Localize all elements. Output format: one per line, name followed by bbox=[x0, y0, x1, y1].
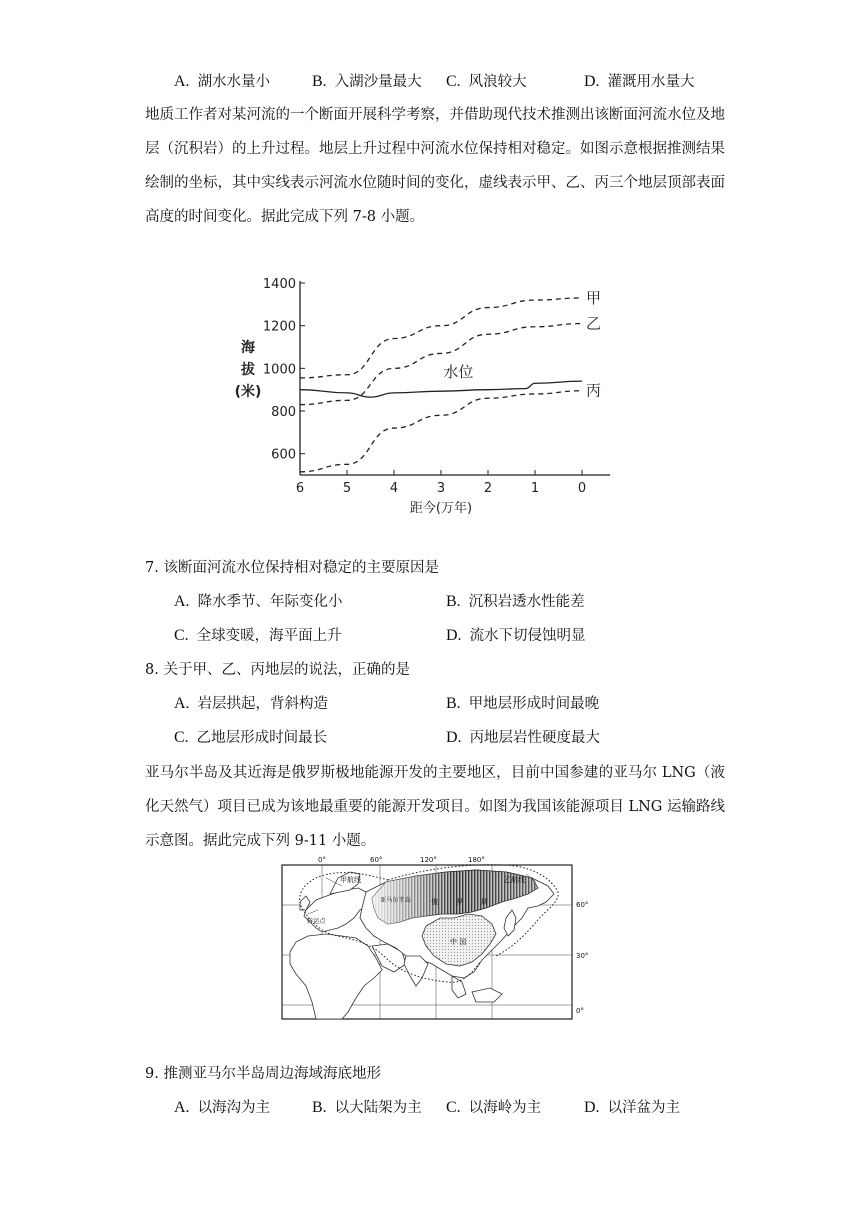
china-label: 中 国 bbox=[450, 938, 467, 946]
russia-label-3: 斯 bbox=[481, 898, 488, 906]
q8-option-a: A. 岩层拱起，背斜构造 bbox=[174, 695, 329, 712]
lat-30: 30° bbox=[576, 952, 589, 960]
transit-label: 转运点 bbox=[307, 918, 326, 925]
series-line-2 bbox=[300, 391, 582, 472]
series-line-3 bbox=[300, 381, 582, 397]
q7-stem: 7. 该断面河流水位保持相对稳定的主要原因是 bbox=[145, 560, 439, 576]
y-axis-label-char: 海 bbox=[241, 340, 255, 356]
russia-label-2: 罗 bbox=[456, 898, 463, 906]
route-a-label: 甲航线 bbox=[340, 876, 361, 884]
q9-option-a: A. 以海沟为主 bbox=[174, 1099, 271, 1116]
q8-option-b: B. 甲地层形成时间最晚 bbox=[446, 695, 600, 712]
lat-0: 0° bbox=[576, 1007, 584, 1015]
passage-river-section: 地质工作者对某河流的一个断面开展科学考察，并借助现代技术推测出该断面河流水位及地层（沉积岩）的上升过程。地层上升过程中河流水位保持相对稳定。如图示意根据推测结果绘制的坐标，其中实线表示河流水位随时间的变化，虚线表示甲、乙、丙三个地层顶部表面高度的时间变化。据此完成下列 7-8 小题。 bbox=[145, 107, 725, 225]
y-axis-label-char: 拔 bbox=[241, 362, 255, 378]
series-label-3: 水位 bbox=[443, 362, 474, 381]
series-label-2: 丙 bbox=[586, 381, 602, 400]
y-axis-label-char: (米) bbox=[234, 384, 262, 400]
q6-option-d: D. 灌溉用水量大 bbox=[584, 73, 695, 90]
lon-120: 120° bbox=[420, 856, 437, 864]
y-tick-label: 800 bbox=[271, 405, 296, 421]
q9-option-d: D. 以洋盆为主 bbox=[584, 1099, 681, 1116]
x-tick-label: 5 bbox=[342, 481, 352, 496]
lat-60: 60° bbox=[576, 901, 589, 909]
passage-yamal-lng: 亚马尔半岛及其近海是俄罗斯极地能源开发的主要地区，目前中国参建的亚马尔 LNG（液化天然气）项目已成为该地最重要的能源开发项目。如图为我国该能源项目 LNG 运输路线示意图。据此完成下列 9-11 小题。 bbox=[145, 765, 725, 849]
y-tick-label: 1200 bbox=[262, 319, 296, 335]
q8-option-d: D. 丙地层岩性硬度最大 bbox=[446, 729, 601, 746]
x-tick-label: 6 bbox=[295, 481, 305, 496]
peninsula-label: 亚马尔半岛 bbox=[380, 897, 411, 904]
series-label-1: 乙 bbox=[586, 314, 602, 333]
q8-option-c: C. 乙地层形成时间最长 bbox=[174, 729, 328, 746]
q6-option-a: A. 湖水水量小 bbox=[174, 73, 271, 90]
q7-option-b: B. 沉积岩透水性能差 bbox=[446, 593, 585, 610]
q6-option-c: C. 风浪较大 bbox=[446, 73, 527, 90]
russia-label-1: 俄 bbox=[431, 898, 438, 906]
x-tick-label: 0 bbox=[577, 481, 587, 496]
q7-option-a: A. 降水季节、年际变化小 bbox=[174, 593, 343, 610]
route-b-label: 乙航线 bbox=[504, 876, 525, 884]
x-axis-label: 距今(万年) bbox=[409, 501, 473, 516]
lon-60: 60° bbox=[370, 856, 383, 864]
series-line-0 bbox=[300, 298, 582, 378]
x-tick-label: 1 bbox=[530, 481, 540, 496]
y-tick-label: 600 bbox=[271, 447, 296, 463]
q6-option-b: B. 入湖沙量最大 bbox=[312, 73, 422, 90]
q8-stem: 8. 关于甲、乙、丙地层的说法，正确的是 bbox=[145, 662, 410, 678]
series-label-0: 甲 bbox=[586, 288, 602, 307]
lon-180: 180° bbox=[468, 856, 485, 864]
x-tick-label: 2 bbox=[483, 481, 493, 496]
x-tick-label: 3 bbox=[436, 481, 446, 496]
y-tick-label: 1000 bbox=[262, 362, 296, 378]
x-tick-label: 4 bbox=[389, 481, 399, 496]
q9-stem: 9. 推测亚马尔半岛周边海域海底地形 bbox=[145, 1066, 381, 1082]
q7-option-d: D. 流水下切侵蚀明显 bbox=[446, 627, 586, 644]
q7-option-c: C. 全球变暖，海平面上升 bbox=[174, 627, 342, 644]
q9-option-c: C. 以海岭为主 bbox=[446, 1099, 542, 1116]
q9-option-b: B. 以大陆架为主 bbox=[312, 1099, 422, 1116]
y-tick-label: 1400 bbox=[262, 277, 296, 293]
lon-0: 0° bbox=[318, 856, 326, 864]
lng-route-map bbox=[276, 852, 606, 1024]
elevation-time-chart bbox=[230, 245, 620, 520]
